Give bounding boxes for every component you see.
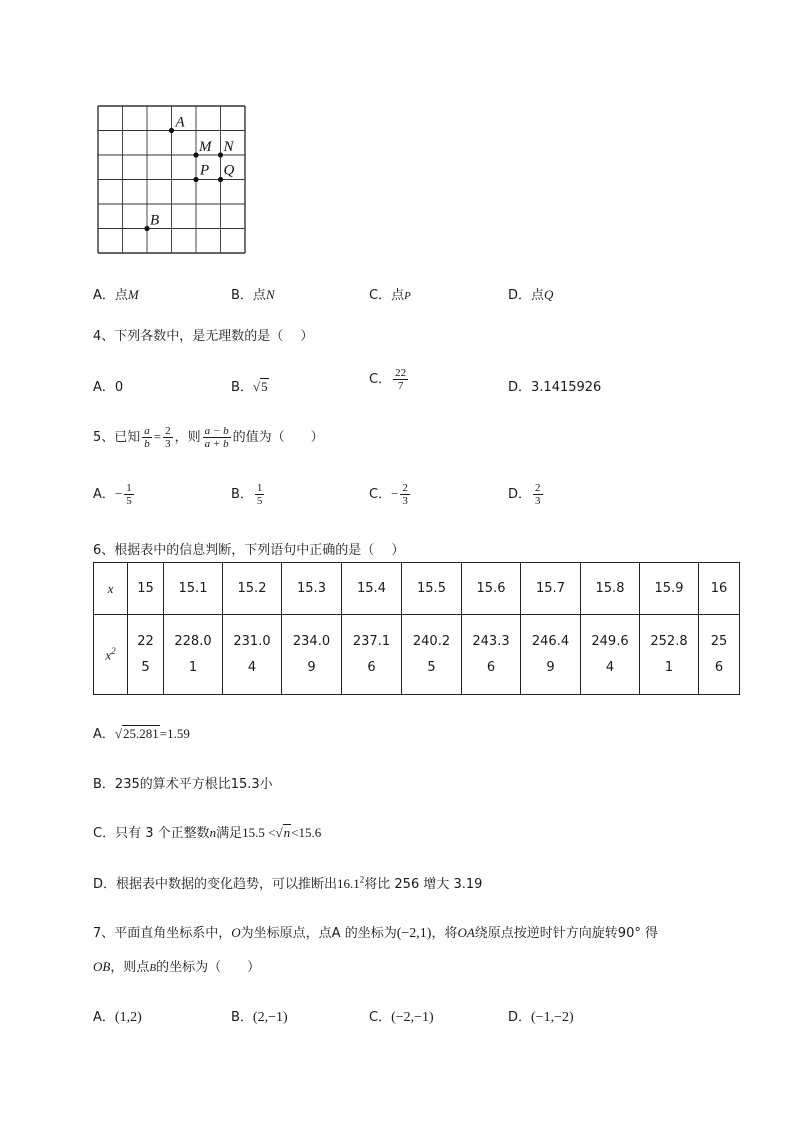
fraction: $\frac{22}{7}$ [395,367,407,393]
q7-stem-line2: OB，则点B的坐标为（ ） [93,959,261,975]
point-p [193,177,198,182]
fraction-2-over-3: $\frac{2}{3}$ [165,425,171,451]
q5-stem: 5、已知 $\frac{a}{b}$ = $\frac{2}{3}$ ，则 $\frac{a - b}{a + b}$ 的值为（ ） [93,425,324,451]
q6-option-c[interactable]: C．只有 3 个正整数n满足15.5 <√n<15.6 [93,825,322,841]
q3-option-c[interactable]: C．点P [369,288,411,303]
table-row-x-squared: $x^2$ 22 5 228.0 1 231.0 4 234.0 9 237.1 6 240.2 5 243.3 6 246.4 9 249.6 4 252.8 1 25 6 [94,615,740,695]
q4-option-c[interactable]: C． $\frac{22}{7}$ [369,367,407,393]
q3-option-a[interactable]: A．点M [93,287,139,303]
q7-stem-line1: 7、平面直角坐标系中，O为坐标原点，点A 的坐标为(−2,1)，将OA绕原点按逆时针方向旋转90° 得 [93,925,658,941]
q5-option-d[interactable]: D． $\frac{2}{3}$ [508,482,541,508]
q6-option-b[interactable]: B．235的算术平方根比15.3小 [93,777,273,792]
point-label-m: M [199,139,212,155]
q5-option-c[interactable]: C．− $\frac{2}{3}$ [369,482,408,508]
point-label-b: B [150,212,160,229]
point-label-p: P [200,162,210,179]
point-label-n: N [223,139,234,155]
q3-option-d[interactable]: D．点Q [508,287,554,303]
table-row-x: x 15 15.1 15.2 15.3 15.4 15.5 15.6 15.7 15.8 15.9 16 [94,563,740,615]
q4-option-b[interactable]: B．√5 [231,379,268,395]
grid-figure [90,100,260,260]
q5-option-a[interactable]: A．− $\frac{1}{5}$ [93,482,132,508]
fraction-expression: $\frac{a - b}{a + b}$ [204,425,229,451]
row-label-x-squared: $x^2$ [94,615,128,695]
q6-stem: 6、根据表中的信息判断，下列语句中正确的是（ ） [93,543,405,558]
grid-points [144,115,234,232]
squares-table [93,562,740,695]
q5-option-b[interactable]: B． $\frac{1}{5}$ [231,482,263,508]
point-label-q: Q [223,162,235,179]
q6-option-a[interactable]: A．√25.281=1.59 [93,726,190,742]
q4-option-d[interactable]: D．3.1415926 [508,380,602,395]
q3-option-b[interactable]: B．点N [231,287,275,303]
q4-stem: 4、下列各数中，是无理数的是（ ） [93,329,314,344]
point-b [144,226,149,231]
q4-option-a[interactable]: A．0 [93,380,124,395]
q7-option-b[interactable]: B．(2,−1) [231,1010,288,1025]
fraction-a-over-b: $\frac{a}{b}$ [144,425,150,451]
row-label-x: x [94,563,128,615]
q6-option-d[interactable]: D．根据表中数据的变化趋势，可以推断出16.1$^2$将比 256 增大 3.19 [93,874,483,892]
point-q [218,177,223,182]
q7-option-a[interactable]: A．(1,2) [93,1010,142,1025]
q7-option-d[interactable]: D．(−1,−2) [508,1010,574,1025]
point-label-a: A [175,114,185,131]
point-n [218,152,223,157]
point-a [169,128,174,133]
point-m [193,152,198,157]
q7-option-c[interactable]: C．(−2,−1) [369,1010,434,1025]
